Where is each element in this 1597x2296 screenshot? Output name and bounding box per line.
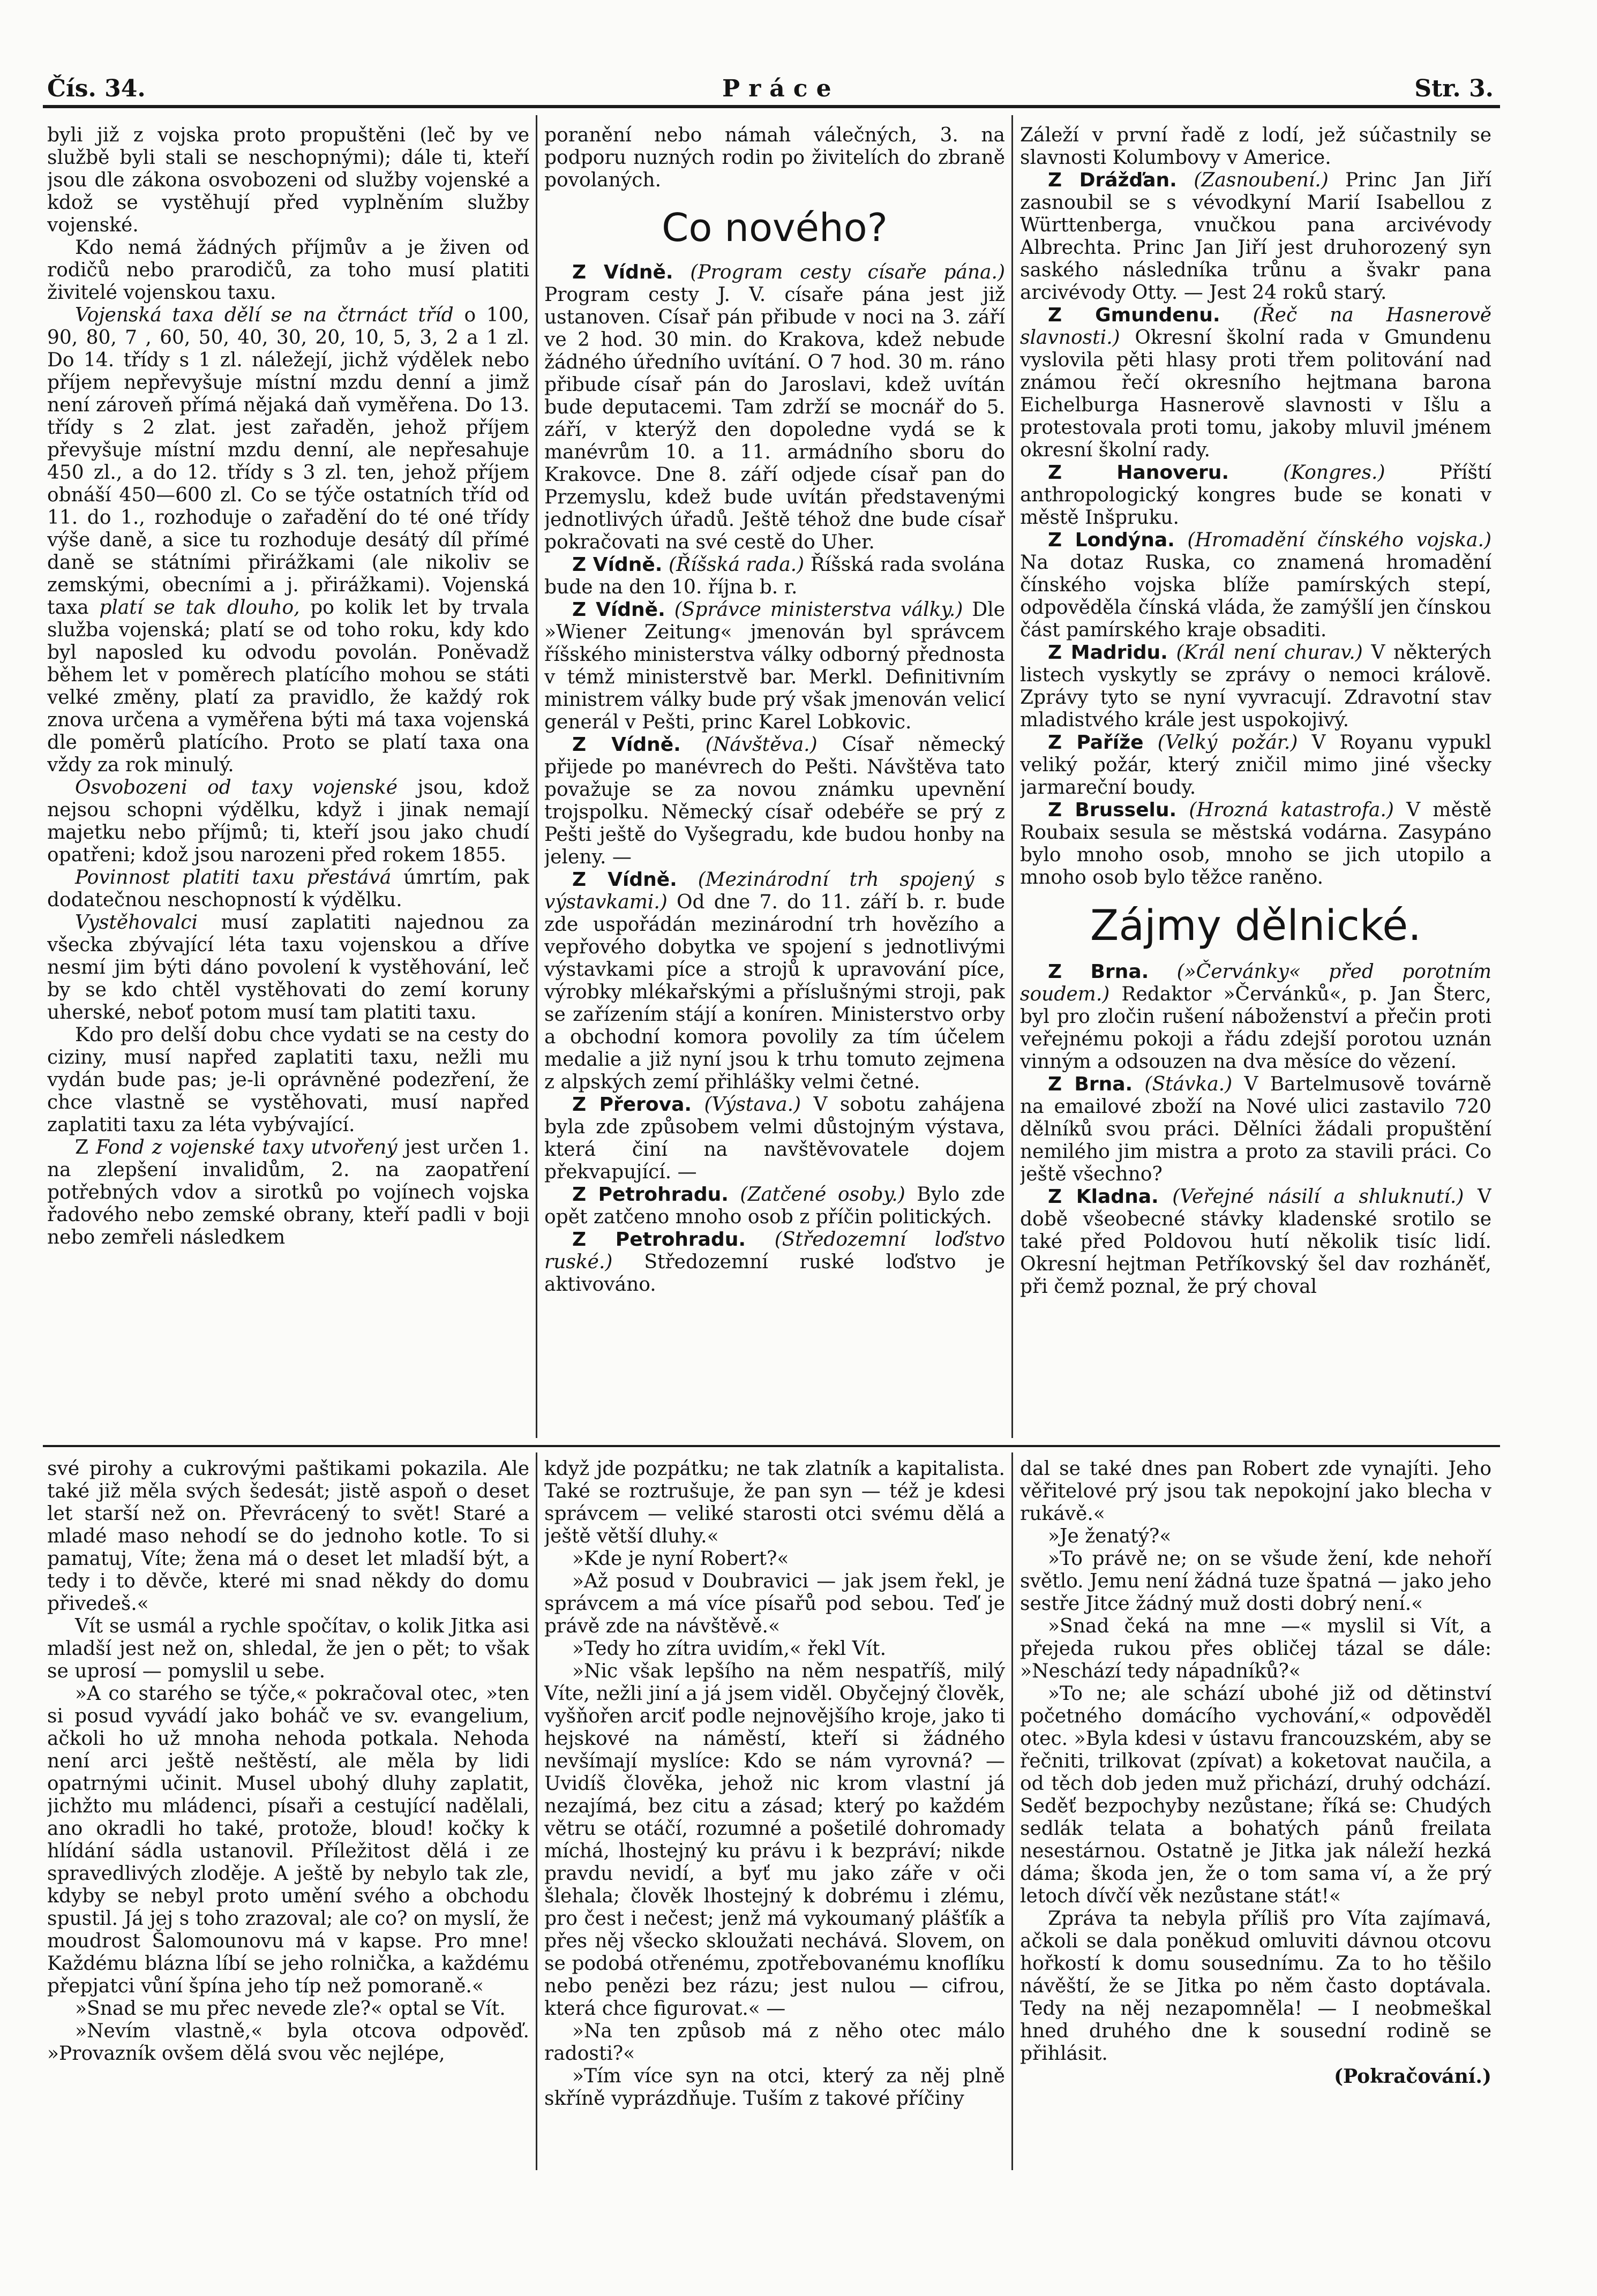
issue-number: Čís. 34. bbox=[47, 75, 146, 102]
story-paragraph: dal se také dnes pan Robert zde vynajíti. Jeho věřitelové prý jsou tak nepokojní jako blecha v rukávě.« bbox=[1020, 1458, 1491, 1525]
news-item: Z Londýna. (Hromadění čínského vojska.) Na dotaz Ruska, co znamená hromadění čínského vojska blíže pamírských stepí, odpověděla čínská vláda, že zamýšlí jen čínskou část pamírského kraje obsaditi. bbox=[1020, 529, 1491, 641]
news-item: Z Kladna. (Veřejné násilí a shluknutí.) V době všeobecné stávky kladenské srotilo se také před Poldovou hutí několik tisíc lidí. Okresní hejtman Petříkovský šel dav rozháněť, při čemž poznal, že prý choval bbox=[1020, 1186, 1491, 1298]
story-paragraph: »Snad se mu přec nevede zle?« optal se Vít. bbox=[75, 1998, 506, 2020]
story-paragraph: »Nevím vlastně,« byla otcova odpověď. »Provazník ovšem dělá svou věc nejlépe, bbox=[47, 2020, 529, 2065]
column-divider bbox=[536, 1452, 537, 2170]
story-column-3 bbox=[1020, 1458, 1491, 2175]
column-divider bbox=[1011, 1452, 1013, 2170]
paragraph: poranění nebo námah válečných, 3. na podporu nuzných rodin po živitelích do zbraně povolaných. bbox=[544, 124, 1005, 191]
column-2 bbox=[544, 124, 1005, 1436]
news-item: Z Vídně. (Správce ministerstva války.) Dle »Wiener Zeitung« jmenován byl správcem říšského ministerstva války odborný přednosta v témž ministerstvě bar. Merkl. Definitivním ministrem války bude prý však jmenován velicí generál v Pešti, princ Karel Lobkovic. bbox=[544, 599, 1005, 733]
story-paragraph: »Kde je nyní Robert?« bbox=[572, 1548, 789, 1570]
paragraph: Vojenská taxa dělí se na čtrnáct tříd o 100, 90, 80, 7 , 60, 50, 40, 30, 20, 10, 5, 3, 2 a 1 zl. Do 14. třídy s 1 zl. náležejí, jichž výdělek nebo příjem nepřevyšuje místní mzdu denní a jimž není zároveň přímá nějaká daň vyměřena. Do 13. třídy s 2 zlat. jest zařaděn, jehož příjem převyšuje místní mzdu denní, ale nepřesahuje 450 zl., a do 12. třídy s 3 zl. ten, jehož příjem obnáší 450—600 zl. Co se týče ostatních tříd od 11. do 1., rozhoduje o zařadění do té oné třídy výše daně, a sice tu rozhoduje desátý díl přímé daně se státními přirážkami (ale nikoliv se zemskými, obecními a j. přirážkami). Vojenská taxa platí se tak dlouho, po kolik let by trvala služba vojenská; platí se od toho roku, kdy kdo byl naposled ku odvodu povolán. Poněvadž během let v poměrech platícího mohou se státi velké změny, platí za pravidlo, že každý rok znova určena a vyměřena býti má taxa vojenská dle poměrů platícího. Proto se platí taxa ona vždy za rok minulý. bbox=[47, 304, 529, 776]
section-title-news: Co nového? bbox=[662, 205, 888, 250]
story-paragraph: »Je ženatý?« bbox=[1048, 1525, 1172, 1547]
page-header bbox=[47, 75, 1494, 105]
news-item: Z Brna. (Stávka.) V Bartelmusově továrně na emailové zboží na Nové ulici zastavilo 720 dělníků svou práci. Dělníci žádali propuštění nemilého jim mistra a proto za stavili práci. Co ještě všechno? bbox=[1020, 1073, 1491, 1185]
page-number: Str. 3. bbox=[1414, 75, 1494, 102]
story-paragraph: své pirohy a cukrovými paštikami pokazila. Ale také již měla svých šedesát; jistě aspoň o deset let starší než on. Převrácený to svět! Staré a mladé maso nehodí se do jednoho kotle. To si pamatuj, Víte; žena má o deset let mladší být, a tedy i to děvče, které mi snad někdy do domu přivedeš.« bbox=[47, 1458, 529, 1615]
news-item: Z Hanoveru. (Kongres.) Příští anthropologický kongres bude se konati v městě Inšpruku. bbox=[1020, 462, 1491, 529]
paragraph: Záleží v první řadě z lodí, jež súčastnily se slavnosti Kolumbovy v Americe. bbox=[1020, 124, 1491, 169]
story-paragraph: »Na ten způsob má z něho otec málo radosti?« bbox=[544, 2020, 1005, 2065]
paragraph: Kdo nemá žádných příjmův a je živen od rodičů nebo prarodičů, za toho musí platiti živitelé vojenskou taxu. bbox=[47, 237, 529, 304]
paragraph: Vystěhovalci musí zaplatiti najednou za všecka zbývající léta taxu vojenskou a dříve nesmí jim býti dáno povolení k vystěhování, leč by se kdo chtěl vystěhovati do zemí koruny uherské, neboť potom musí tam platiti taxu. bbox=[47, 912, 529, 1023]
section-title-labor: Zájmy dělnické. bbox=[1090, 902, 1422, 950]
news-item: Z Brusselu. (Hrozná katastrofa.) V městě Roubaix sesula se městská vodárna. Zasypáno bylo mnoho osob, mnoho se jich utopilo a mnoho osob bylo těžce raněno. bbox=[1020, 799, 1491, 889]
story-paragraph: »Až posud v Doubravici — jak jsem řekl, je správcem a má více písařů pod sebou. Teď je právě zde na návštěvě.« bbox=[544, 1570, 1005, 1637]
news-item: Z Přerova. (Výstava.) V sobotu zahájena byla zde způsobem velmi důstojným výstava, která činí na navštěvovatele dojem překvapující. — bbox=[544, 1094, 1005, 1183]
news-item: Z Vídně. (Program cesty císaře pána.) Program cesty J. V. císaře pána jest již ustanoven. Císař pán přibude v noci na 3. září ve 2 hod. 30 min. do Krakova, kdež nebude žádného úředního uvítání. O 7 hod. 30 m. ráno přibude císař pán do Jaroslavi, kdež uvítán bude deputacemi. Tam zdrží se mocnář do 5. září, v kterýž den dopoledne vydá se k manévrům 10. a 11. armádního sboru do Krakovce. Dne 8. září odjede císař pan do Przemyslu, kdež bude uvítán představenými jednotlivých úřadů. Ještě téhož dne bude císař pokračovati na své cestě do Uher. bbox=[544, 261, 1005, 553]
paragraph: Osvobozeni od taxy vojenské jsou, kdož nejsou schopni výdělku, když i jinak nemají majetku nebo příjmů; ti, kteří jsou jako chudí opatřeni; kdož jsou narozeni před rokem 1855. bbox=[47, 777, 529, 866]
news-item: Z Brna. (»Červánky« před porotním soudem.) Redaktor »Červánků«, p. Jan Šterc, byl pro zločin rušení náboženství a přečin proti veřejnému pokoji a řádu zdejší porotou uznán vinným a odsouzen na dva měsíce do vězení. bbox=[1020, 961, 1491, 1073]
news-item: Z Vídně. (Říšská rada.) Říšská rada svolána bude na den 10. října b. r. bbox=[544, 554, 1005, 598]
paragraph: Kdo pro delší dobu chce vydati se na cesty do ciziny, musí napřed zaplatiti taxu, nežli mu vydán bude pas; je-li oprávněné podezření, že chce vlastně se vystěhovati, musí napřed zaplatiti taxu za léta vybývající. bbox=[47, 1024, 529, 1136]
paragraph: Povinnost platiti taxu přestává úmrtím, pak dodatečnou neschopností k výdělku. bbox=[47, 867, 529, 911]
news-item: Z Vídně. (Mezinárodní trh spojený s výstavkami.) Od dne 7. do 11. září b. r. bude zde uspořádán mezinárodní trh hovězího a vepřového dobytka ve spojení s jednotlivými výstavkami píce a strojů k upravování píce, výrobky mlékařskými a příslušnými stroji, pak se zařízením stájí a koníren. Ministerstvo orby a obchodní komora povolily za tím účelem medalie a již nyní jsou k trhu tomuto zejmena z alpských zemí přihlášky velmi četné. bbox=[544, 869, 1005, 1093]
story-column-1 bbox=[47, 1458, 529, 2175]
story-paragraph: »A co starého se týče,« pokračoval otec, »ten si posud vyvádí jako boháč ve sv. evangelium, ačkoli ho už mnoha nehoda potkala. Nehoda není arci ještě neštěstí, ale měla by lidi opatrnými učinit. Musel ubohý dluhy zaplatit, jichžto mu mládenci, písaři a cestující nadělali, ano okradli ho také, protože, bloud! kočky k hlídání sádla ustanovil. Příležitost dělá i ze spravedlivých zloděje. A ještě by nebylo tak zle, kdyby se nebyl proto umění svého a obchodu spustil. Já jej s toho zrazoval; ale co? on myslí, že moudrost Šalomounovu má v kapse. Pro mne! Každému blázna líbí se jeho rolnička, a každému přepjatci vůní špína jeho típ než pomoraně.« bbox=[47, 1683, 529, 1997]
news-item: Z Madridu. (Král není churav.) V některých listech vyskytly se zprávy o nemoci královĕ. Zprávy tyto se nyní vyvracují. Zdravotní stav mladistvého krále jest uspokojivý. bbox=[1020, 642, 1491, 731]
story-paragraph: »Tím více syn na otci, který za něj plně skříně vyprázdňuje. Tuším z takové příčiny bbox=[544, 2065, 1005, 2110]
newspaper-title: Práce bbox=[722, 75, 840, 102]
header-rule bbox=[43, 105, 1500, 108]
story-paragraph: »Nic však lepšího na něm nespatříš, milý Víte, nežli jiní a já jsem viděl. Obyčejný člověk, vyšňořen arciť podle nejnovějšího kroje, jako ti hejskové na náměstí, kteří si žádného nevšímají myslíce: Kdo se nám vyrovná? — Uvidíš člověka, jehož nic krom vlastní já nezajímá, bez citu a zásad; který po každém větru se otáčí, rozumné a pošetilé dohromady míchá, lhostejný ku právu i k bezpráví; nikde pravdu nevidí, a byť mu jako záře v oči šlehala; člověk lhostejný k dobrému i zlému, pro čest i nečest; jenž má vykoumaný plášťík a přes něj všecko skloužati nechává. Slovem, on se podobá otřenému, zpotřebovanému knoflíku nebo penězi bez rázu; jest nulou — cifrou, která chce figurovat.« — bbox=[544, 1660, 1005, 2020]
column-divider bbox=[536, 115, 537, 1438]
column-3 bbox=[1020, 124, 1491, 1436]
continued-note: (Pokračování.) bbox=[1334, 2065, 1491, 2088]
news-item: Z Drážďan. (Zasnoubení.) Princ Jan Jiří zasnoubil se s vévodkyní Marií Isabellou z Württenberga, vnučkou pana arcivévody Albrechta. Princ Jan Jiří jest druhorozený syn saského následníka trůnu a švakr pana arcivévody Otty. — Jest 24 roků starý. bbox=[1020, 169, 1491, 304]
story-paragraph: »Snad čeká na mne —« myslil si Vít, a přejeda rukou přes obličej tázal se dále: »Neschází tedy nápadníků?« bbox=[1020, 1615, 1491, 1682]
story-paragraph: »To ne; ale schází ubohé již od dětinství početného domácího vychování,« odpověděl otec. »Byla kdesi v ústavu francouzském, aby se řečniti, trilkovat (zpívat) a koketovat naučila, a od těch dob jeden muž přichází, druhý odchází. Seděť bezpochyby nezůstane; říká se: Chudých sedlák telata a bohatých pánů freilata nesestárnou. Ostatně je Jitka jak náleží hezká dáma; škoda jen, že o tom sama ví, a že prý letoch dívčí věk nezůstane stát!« bbox=[1020, 1683, 1491, 1907]
story-paragraph: »Tedy ho zítra uvidím,« řekl Vít. bbox=[572, 1638, 887, 1660]
story-paragraph: když jde pozpátku; ne tak zlatník a kapitalista. Také se roztrušuje, že pan syn — též je kdesi správcem — veliké starosti otci svému dělá a ještě větší dluhy.« bbox=[544, 1458, 1005, 1547]
paragraph: Z Fond z vojenské taxy utvořený jest určen 1. na zlepšení invalidům, 2. na zaopatření potřebných vdov a sirotků po vojínech vojska řadového nebo zemské obrany, kteří padli v boji nebo zemřeli následkem bbox=[47, 1136, 529, 1248]
paragraph: byli již z vojska proto propuštěni (leč by ve službě byli stali se neschopnými); dále ti, kteří jsou dle zákona osvobozeni od služby vojenské a kdož se vystěhují před vyplněním služby vojenské. bbox=[47, 124, 529, 236]
story-paragraph: Vít se usmál a rychle spočítav, o kolik Jitka asi mladší jest než on, shledal, že jen o pět; to však se uprosí — pomyslil u sebe. bbox=[47, 1615, 529, 1682]
column-divider bbox=[1011, 115, 1013, 1438]
story-paragraph: Zpráva ta nebyla příliš pro Víta zajímavá, ačkoli se dala poněkud omluviti dávnou otcovu hořkostí k domu sousednímu. Za to ho těšilo návěští, že se Jitka po něm často doptávala. Tedy na něj nezapomněla! — I neobmeškal hned druhého dne k sousední rodině se přihlásit. bbox=[1020, 1908, 1491, 2065]
news-item: Z Vídně. (Návštěva.) Císař německý přijede po manévrech do Pešti. Návštěva tato považuje se za novou známku upevnění trojspolku. Německý císař odebéře se prý z Pešti ještě do Vyšegradu, kde budou honby na jeleny. — bbox=[544, 734, 1005, 868]
news-item: Z Gmundenu. (Řeč na Hasnerově slavnosti.) Okresní školní rada v Gmundenu vyslovila pěti hlasy proti třem politování nad známou řečí okresního hejtmana barona Eichelburga Hasnerově slavnosti v Išlu a protestovala proti tomu, jakoby mluvil jménem okresní školní rady. bbox=[1020, 304, 1491, 461]
feuilleton-rule bbox=[43, 1445, 1500, 1447]
news-item: Z Petrohradu. (Zatčené osoby.) Bylo zde opět zatčeno mnoho osob z příčin politických. bbox=[544, 1184, 1005, 1228]
story-column-2 bbox=[544, 1458, 1005, 2175]
news-item: Z Petrohradu. (Středozemní loďstvo ruské.) Středozemní ruské loďstvo je aktivováno. bbox=[544, 1229, 1005, 1296]
story-paragraph: »To právě ne; on se všude žení, kde nehoří světlo. Jemu není žádná tuze špatná — jako jeho sestře Jitce žádný muž dosti dobrý není.« bbox=[1020, 1548, 1491, 1615]
news-item: Z Paříže (Velký požár.) V Royanu vypukl veliký požár, který zničil mimo jiné všecky jarmareční boudy. bbox=[1020, 732, 1491, 799]
column-1 bbox=[47, 124, 529, 1436]
